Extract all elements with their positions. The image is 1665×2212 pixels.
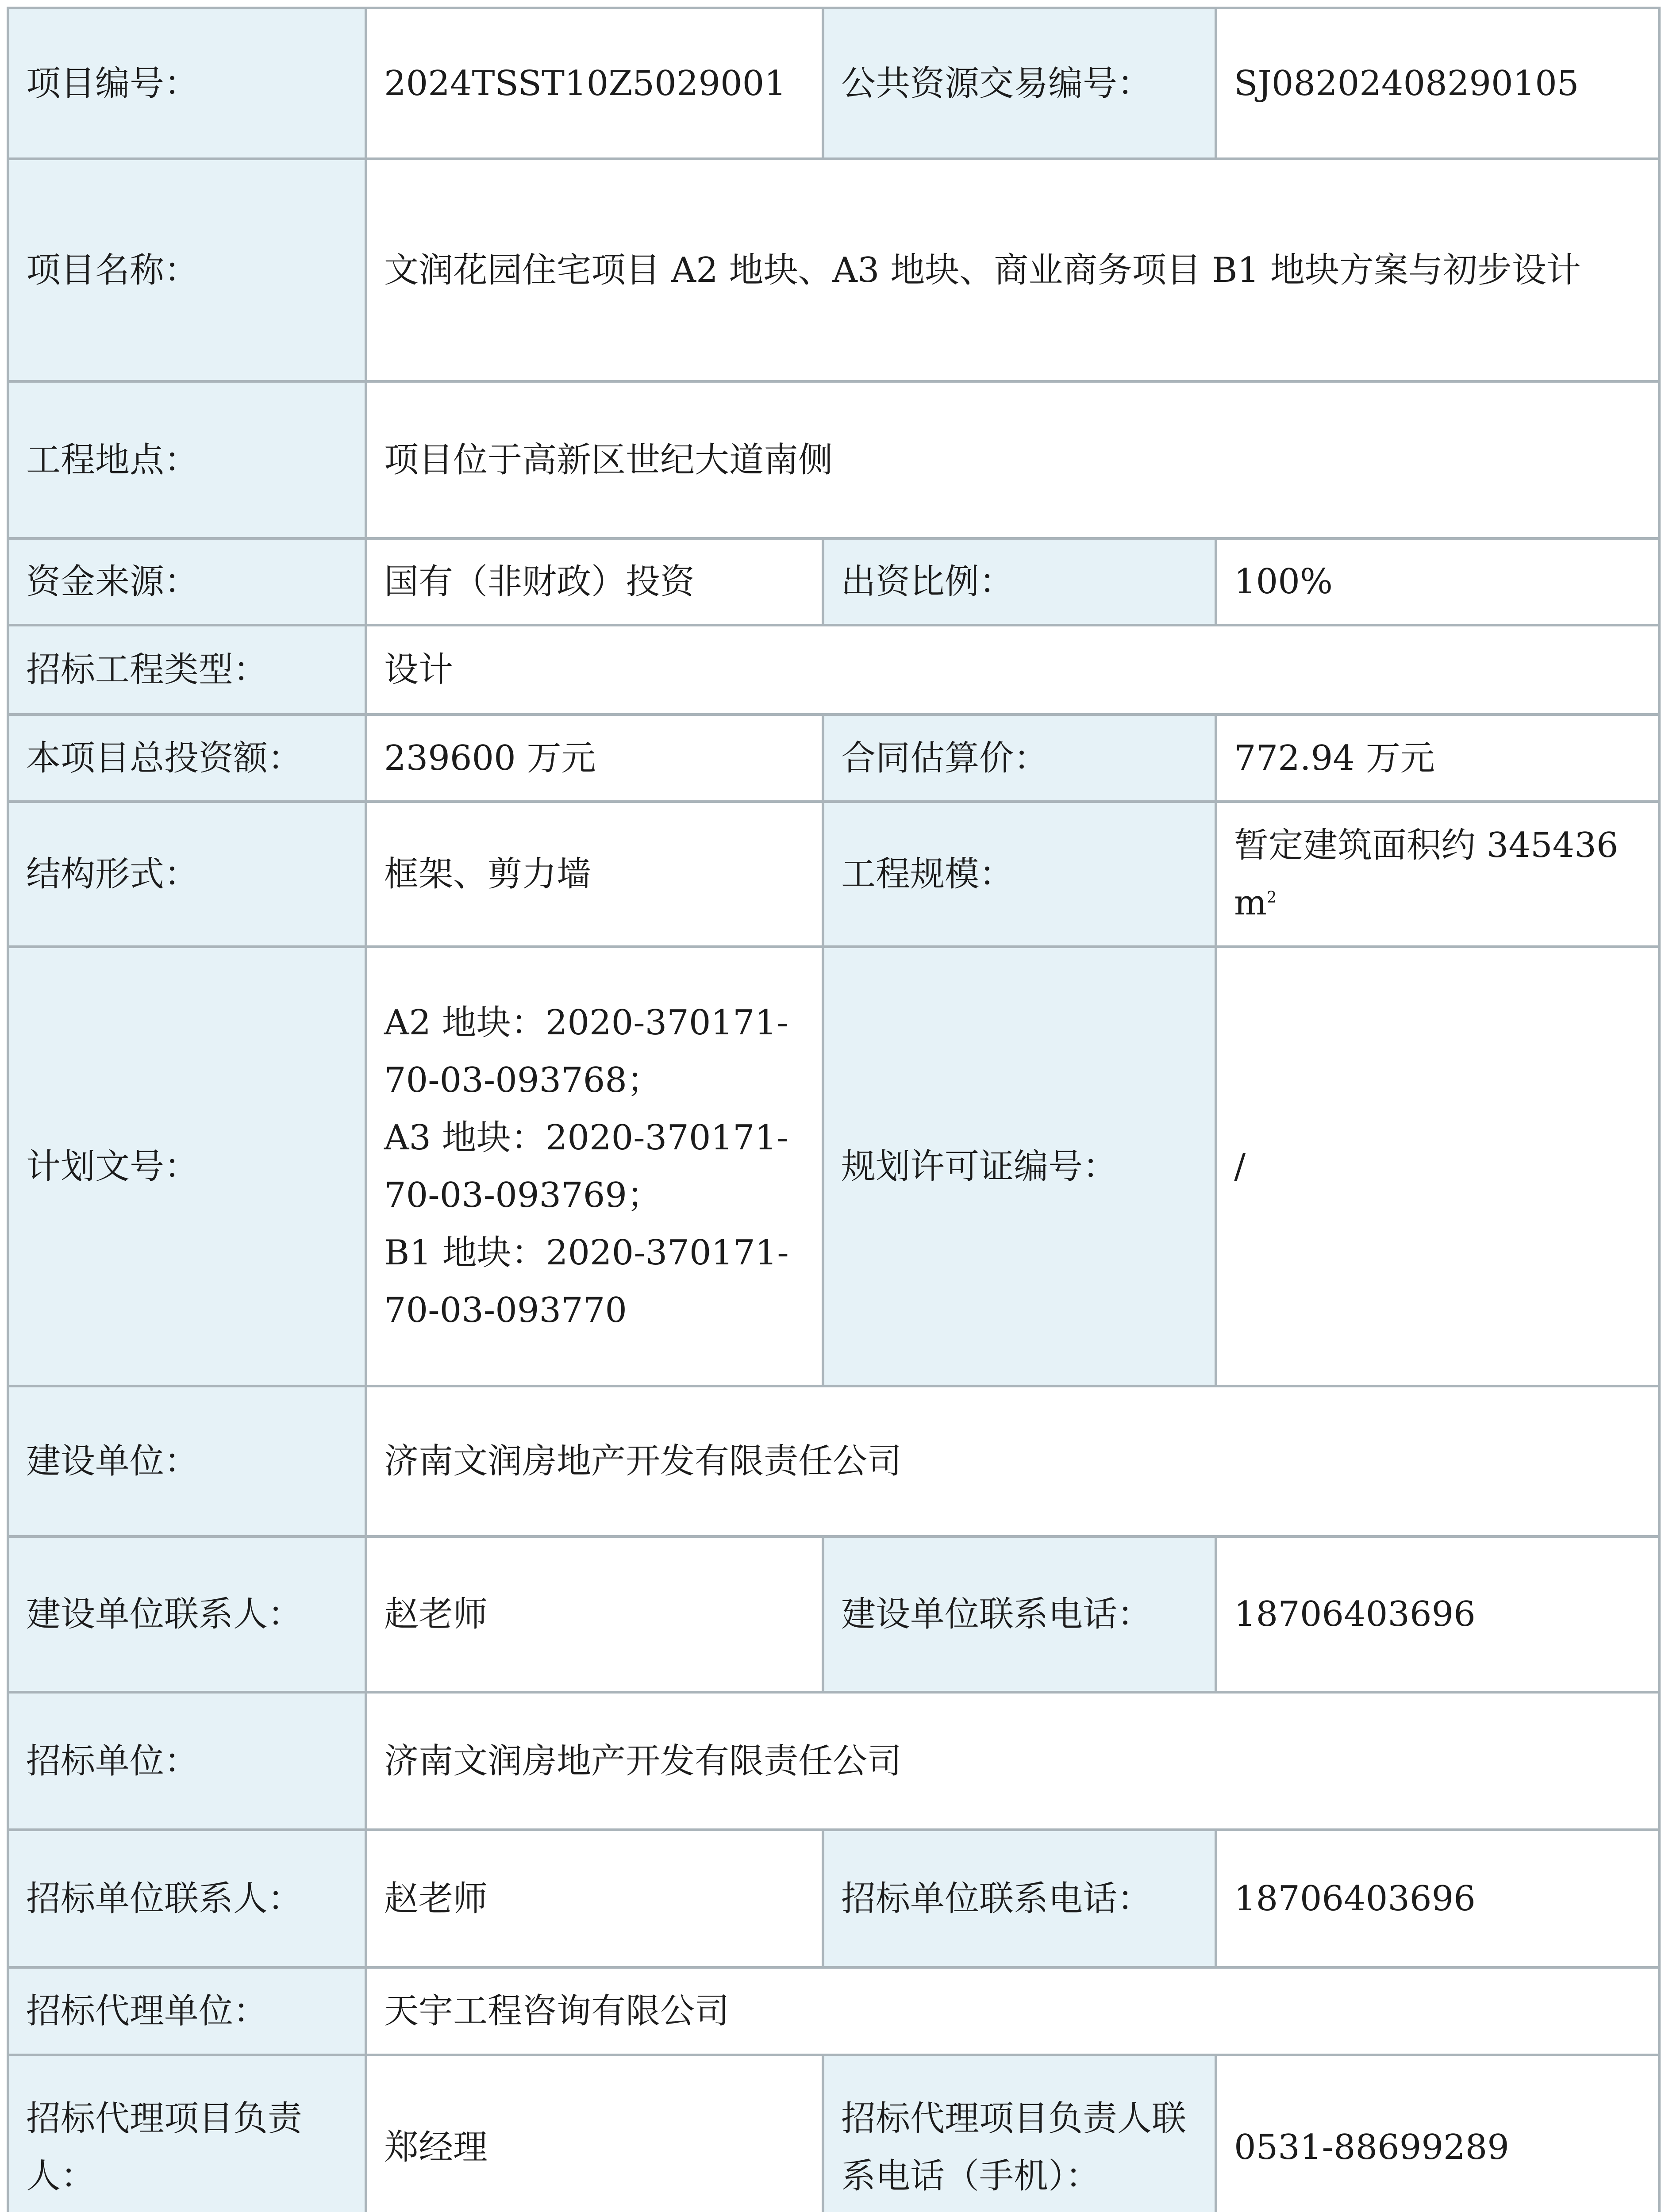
public-trade-number-label: 公共资源交易编号： xyxy=(823,8,1216,159)
project-scale-label: 工程规模： xyxy=(823,802,1216,947)
project-scale-text: 暂定建筑面积约 345436m xyxy=(1234,826,1619,923)
fund-source-label: 资金来源： xyxy=(8,538,366,625)
plan-document-line-a3: A3 地块：2020-370171-70-03-093769； xyxy=(384,1118,788,1215)
tender-phone-value: 18706403696 xyxy=(1216,1830,1659,1967)
plan-document-label: 计划文号： xyxy=(8,947,366,1386)
agency-unit-value: 天宇工程咨询有限公司 xyxy=(366,1967,1659,2055)
project-number-value: 2024TSST10Z5029001 xyxy=(366,8,823,159)
project-location-label: 工程地点： xyxy=(8,381,366,538)
row-project-location xyxy=(8,381,1659,538)
investment-ratio-value: 100% xyxy=(1216,538,1659,625)
structure-form-label: 结构形式： xyxy=(8,802,366,947)
project-name-label: 项目名称： xyxy=(8,159,366,381)
construction-unit-value: 济南文润房地产开发有限责任公司 xyxy=(366,1386,1659,1536)
tender-unit-label: 招标单位： xyxy=(8,1692,366,1830)
tender-type-value: 设计 xyxy=(366,625,1659,714)
plan-document-line-a2: A2 地块：2020-370171-70-03-093768； xyxy=(384,1002,788,1100)
contract-estimate-value: 772.94 万元 xyxy=(1216,714,1659,802)
row-plan-document xyxy=(8,947,1659,1386)
row-construction-unit xyxy=(8,1386,1659,1536)
construction-unit-label: 建设单位： xyxy=(8,1386,366,1536)
planning-permit-label: 规划许可证编号： xyxy=(823,947,1216,1386)
agency-project-lead-label: 招标代理项目负责人： xyxy=(8,2055,366,2212)
construction-contact-label: 建设单位联系人： xyxy=(8,1536,366,1692)
contract-estimate-label: 合同估算价： xyxy=(823,714,1216,802)
row-fund-source xyxy=(8,538,1659,625)
public-trade-number-value: SJ08202408290105 xyxy=(1216,8,1659,159)
tender-phone-label: 招标单位联系电话： xyxy=(823,1830,1216,1967)
tender-unit-value: 济南文润房地产开发有限责任公司 xyxy=(366,1692,1659,1830)
construction-phone-label: 建设单位联系电话： xyxy=(823,1536,1216,1692)
project-name-value: 文润花园住宅项目 A2 地块、A3 地块、商业商务项目 B1 地块方案与初步设计 xyxy=(366,159,1659,381)
agency-lead-phone-value: 0531-88699289 xyxy=(1216,2055,1659,2212)
row-structure-form xyxy=(8,802,1659,947)
row-project-name xyxy=(8,159,1659,381)
row-construction-contact xyxy=(8,1536,1659,1692)
row-agency-project-lead xyxy=(8,2055,1659,2212)
fund-source-value: 国有（非财政）投资 xyxy=(366,538,823,625)
row-tender-type xyxy=(8,625,1659,714)
construction-contact-value: 赵老师 xyxy=(366,1536,823,1692)
row-project-number xyxy=(8,8,1659,159)
row-agency-unit xyxy=(8,1967,1659,2055)
tender-type-label: 招标工程类型： xyxy=(8,625,366,714)
total-investment-value: 239600 万元 xyxy=(366,714,823,802)
row-tender-contact xyxy=(8,1830,1659,1967)
row-tender-unit xyxy=(8,1692,1659,1830)
plan-document-line-b1: B1 地块：2020-370171-70-03-093770 xyxy=(384,1233,789,1330)
investment-ratio-label: 出资比例： xyxy=(823,538,1216,625)
project-info-table xyxy=(7,7,1661,2212)
structure-form-value: 框架、剪力墙 xyxy=(366,802,823,947)
row-total-investment xyxy=(8,714,1659,802)
total-investment-label: 本项目总投资额： xyxy=(8,714,366,802)
project-scale-unit-exponent: 2 xyxy=(1266,888,1277,906)
project-location-value: 项目位于高新区世纪大道南侧 xyxy=(366,381,1659,538)
agency-unit-label: 招标代理单位： xyxy=(8,1967,366,2055)
planning-permit-value: / xyxy=(1216,947,1659,1386)
construction-phone-value: 18706403696 xyxy=(1216,1536,1659,1692)
project-number-label: 项目编号： xyxy=(8,8,366,159)
tender-contact-value: 赵老师 xyxy=(366,1830,823,1967)
project-scale-value xyxy=(1216,802,1659,947)
agency-project-lead-value: 郑经理 xyxy=(366,2055,823,2212)
agency-lead-phone-label: 招标代理项目负责人联系电话（手机）： xyxy=(823,2055,1216,2212)
plan-document-value xyxy=(366,947,823,1386)
tender-contact-label: 招标单位联系人： xyxy=(8,1830,366,1967)
